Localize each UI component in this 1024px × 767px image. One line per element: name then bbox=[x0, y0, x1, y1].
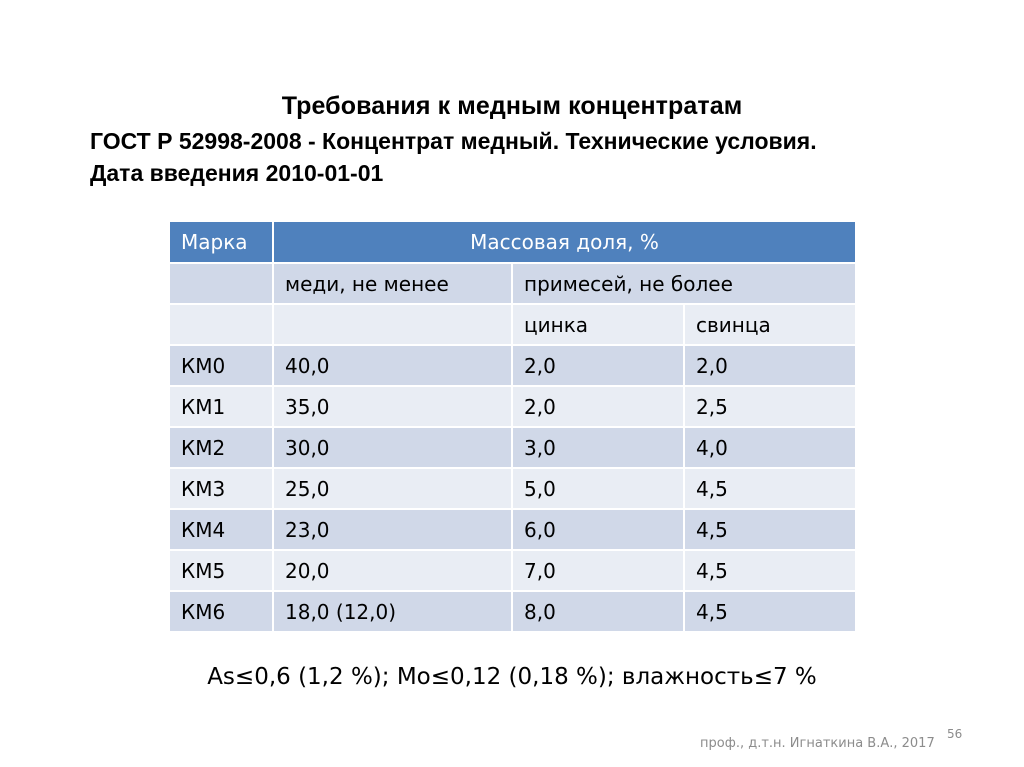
cell-zinc: 7,0 bbox=[512, 550, 684, 591]
cell-grade: КМ4 bbox=[170, 509, 273, 550]
cell-grade: КМ6 bbox=[170, 591, 273, 632]
table-row bbox=[170, 591, 855, 632]
cell-zinc: 3,0 bbox=[512, 427, 684, 468]
table-row bbox=[170, 550, 855, 591]
slide-title: Требования к медным концентратам bbox=[281, 92, 743, 120]
page-number: 56 bbox=[947, 727, 963, 741]
cell-copper: 30,0 bbox=[273, 427, 512, 468]
cell-lead: 4,5 bbox=[684, 591, 855, 632]
cell-zinc: 6,0 bbox=[512, 509, 684, 550]
subheader-row bbox=[170, 263, 855, 304]
cell-copper: 23,0 bbox=[273, 509, 512, 550]
header-grade: Марка bbox=[170, 222, 273, 263]
table-cell bbox=[170, 304, 273, 345]
table-row bbox=[170, 509, 855, 550]
cell-grade: КМ2 bbox=[170, 427, 273, 468]
cell-grade: КМ5 bbox=[170, 550, 273, 591]
subheader-row bbox=[170, 304, 855, 345]
author-credit: проф., д.т.н. Игнаткина В.А., 2017 bbox=[700, 736, 935, 751]
subheader-impurities: примесей, не более bbox=[512, 263, 855, 304]
cell-zinc: 5,0 bbox=[512, 468, 684, 509]
cell-lead: 2,5 bbox=[684, 386, 855, 427]
cell-lead: 4,5 bbox=[684, 468, 855, 509]
cell-zinc: 2,0 bbox=[512, 345, 684, 386]
cell-copper: 25,0 bbox=[273, 468, 512, 509]
cell-zinc: 2,0 bbox=[512, 386, 684, 427]
cell-lead: 2,0 bbox=[684, 345, 855, 386]
table-cell bbox=[170, 263, 273, 304]
table-header-row bbox=[170, 222, 855, 263]
table-row bbox=[170, 427, 855, 468]
cell-copper: 35,0 bbox=[273, 386, 512, 427]
impurity-limits-note: As≤0,6 (1,2 %); Mo≤0,12 (0,18 %); влажность≤7 % bbox=[207, 664, 817, 690]
cell-lead: 4,5 bbox=[684, 509, 855, 550]
cell-grade: КМ1 bbox=[170, 386, 273, 427]
table-row bbox=[170, 468, 855, 509]
table-row bbox=[170, 345, 855, 386]
requirements-table bbox=[170, 222, 855, 633]
subheader-copper: меди, не менее bbox=[273, 263, 512, 304]
subheader-lead: свинца bbox=[684, 304, 855, 345]
subheader-zinc: цинка bbox=[512, 304, 684, 345]
gost-standard-line: ГОСТ Р 52998-2008 - Концентрат медный. Технические условия. bbox=[90, 128, 817, 154]
cell-copper: 20,0 bbox=[273, 550, 512, 591]
cell-zinc: 8,0 bbox=[512, 591, 684, 632]
cell-grade: КМ0 bbox=[170, 345, 273, 386]
cell-lead: 4,0 bbox=[684, 427, 855, 468]
cell-grade: КМ3 bbox=[170, 468, 273, 509]
table-cell bbox=[273, 304, 512, 345]
header-mass-fraction: Массовая доля, % bbox=[273, 222, 855, 263]
table-row bbox=[170, 386, 855, 427]
cell-copper: 18,0 (12,0) bbox=[273, 591, 512, 632]
cell-copper: 40,0 bbox=[273, 345, 512, 386]
effective-date-line: Дата введения 2010-01-01 bbox=[90, 160, 384, 186]
cell-lead: 4,5 bbox=[684, 550, 855, 591]
